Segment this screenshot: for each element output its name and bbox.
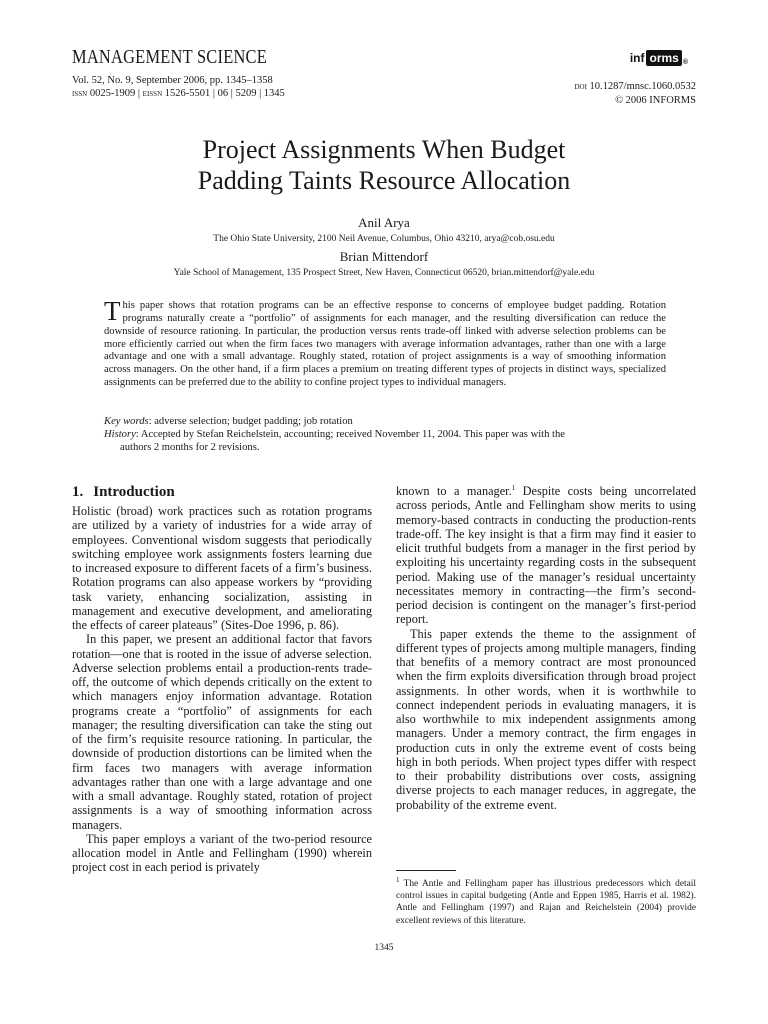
informs-logo [628, 50, 688, 66]
footnote-rule [396, 870, 456, 871]
keywords [104, 415, 666, 428]
paragraph: This paper extends the theme to the assignment of different types of projects among multiple managers, finding that benefits of a memory contract are most pronounced when the firm exploits diversification through broad project assignments. In other words, when it is worthwhile to connect independent periods in evaluating managers, it is also worthwhile to mix independent assignments among managers. Under a memory contract, the firm engages in production cuts in only the extreme event of costs being high in both periods. When project types differ with respect to their probability distributions over costs, assigning diverse projects to each manager reduces, in aggregate, the probability of the extreme event. [396, 626, 696, 812]
volume-info [72, 74, 285, 101]
footnote-ref: 1 [511, 483, 516, 492]
title-line-2: Padding Taints Resource Allocation [197, 166, 571, 195]
right-column [396, 484, 696, 812]
keywords-label: Key words [104, 416, 149, 427]
footnote-mark: 1 [396, 875, 400, 884]
author-name: Anil Arya [358, 215, 410, 230]
abstract [104, 296, 666, 390]
author-affiliation: The Ohio State University, 2100 Neil Avenue, Columbus, Ohio 43210, arya@cob.osu.edu [213, 234, 555, 244]
section-heading [72, 484, 372, 500]
footnote [396, 875, 696, 927]
author-name: Brian Mittendorf [339, 249, 429, 264]
history-label: History [104, 429, 136, 440]
section-number: 1. [72, 484, 84, 500]
section-title: Introduction [93, 484, 175, 500]
history-text-cont: authors 2 months for 2 revisions. [120, 442, 260, 453]
paragraph: This paper employs a variant of the two-period resource allocation model in Antle and Fellingham (1990) wherein project cost in each period is privately [72, 831, 372, 875]
logo-text-part1: inf [629, 51, 645, 65]
footnote-text: The Antle and Fellingham paper has illustrious predecessors which detail control issues in capital budgeting (Antle and Eppen 1985, Harris et al. 1982). Antle and Fellingham (1997) and Rajan and Reichelstein (2004) provide excellent reviews of this literature. [396, 879, 696, 926]
abstract-text: his paper shows that rotation programs can be an effective response to concerns of employee budget padding. Rotation programs naturally create a “portfolio” of assignments for each manager, and the resulting diversification can reduce the downside of resource rationing. In particular, the production versus rents trade-off linked with adverse selection problems can be more efficiently carried out when the firm faces two managers with average information advantages, rather than one with a large advantage and one with a small advantage. Roughly stated, rotation of project assignments is a way of smoothing information across managers. On the other hand, if a firm places a premium on treating different types of projects in distinct ways, specialized assignments can be preferred due to the ability to confine project types to individual managers. [104, 300, 666, 389]
journal-name: MANAGEMENT SCIENCE [72, 46, 268, 68]
history [104, 428, 666, 454]
page-number: 1345 [374, 943, 394, 953]
logo-registered-mark: ® [682, 59, 688, 66]
paragraph: known to a manager.$^1$ Despite costs being uncorrelated across periods, Antle and Fellingham show merits to using memory-based contracts in conducting the production-rents trade-off. The key insight is that a firm may find it easier to elicit truthful budgets from a manager in the first period by exploiting his uncertainty regarding costs in the subsequent period. Making use of the manager’s residual uncertainty necessitates memory in contracting—the firm’s second-period decision is contingent on the manager’s first-period report. [396, 483, 696, 627]
left-column [72, 484, 372, 875]
doi-info [574, 80, 696, 107]
paper-title [72, 134, 696, 196]
paragraph: Holistic (broad) work practices such as rotation programs are utilized by a variety of industries for a wide array of employees. Conventional wisdom suggests that periodically switching employee work assignments fosters learning due to increased exposure to different facets of a firm’s business. Rotation programs can also appease workers by “providing task variety, enhancing socialization, assisting in management and executive development, and ameliorating the effects of career plateaus” (Sites-Doe 1996, p. 86). [72, 504, 372, 632]
author-affiliation: Yale School of Management, 135 Prospect Street, New Haven, Connecticut 06520, brian.mittendorf@yale.edu [173, 268, 595, 278]
title-line-1: Project Assignments When Budget [202, 135, 566, 164]
logo-text-part2: orms [646, 50, 681, 66]
copyright-line: © 2006 INFORMS [615, 95, 696, 106]
abstract-dropcap: T [104, 296, 121, 326]
volume-line: Vol. 52, No. 9, September 2006, pp. 1345–1358 [72, 75, 273, 86]
doi-line: doi 10.1287/mnsc.1060.0532 [574, 81, 696, 92]
keywords-text: : adverse selection; budget padding; job rotation [148, 416, 353, 427]
issn-line: issn 0025-1909 | eissn 1526-5501 | 06 | 5209 | 1345 [72, 88, 285, 99]
history-text: : Accepted by Stefan Reichelstein, accounting; received November 11, 2004. This paper was with the [135, 429, 565, 440]
paragraph: In this paper, we present an additional factor that favors rotation—one that is rooted in the issue of adverse selection. Adverse selection problems entail a production-rents trade-off, the outcome of which depends critically on the extent to which managers enjoy information advantage. Rotation programs create a “portfolio” of assignments for each manager; the resulting diversification can take the sting out of the firm’s requisite resource rationing. In particular, the downside of production distortions can be limited when the firm faces two managers with average information advantages rather than one with a large advantage and one with a small advantage. Roughly stated, rotation of project assignments is a way of smoothing information across managers. [72, 632, 372, 832]
